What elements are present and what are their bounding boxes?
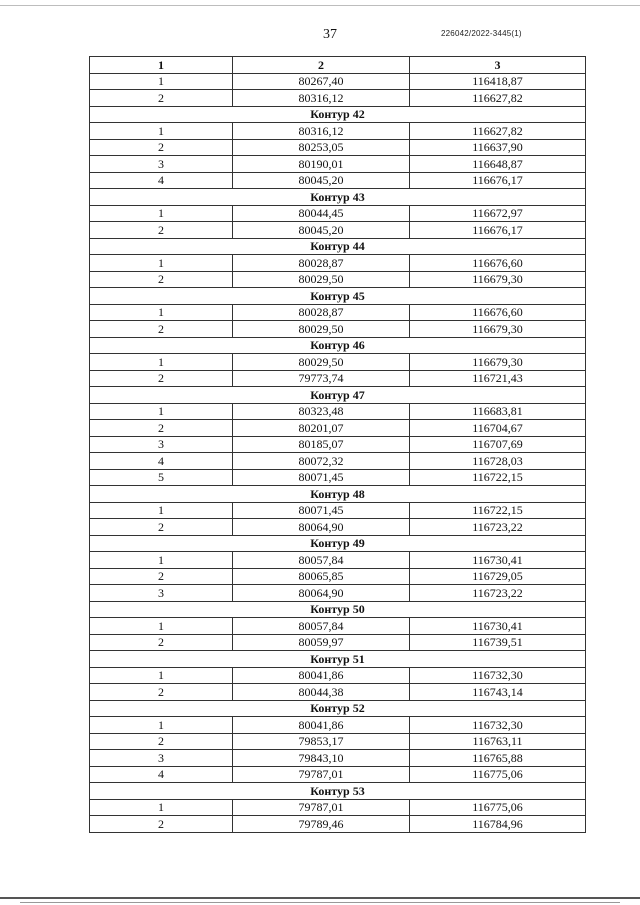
y-coordinate-cell: 116707,69 (410, 436, 586, 453)
point-number-cell: 2 (90, 90, 233, 107)
contour-title: Контур 46 (90, 337, 586, 354)
contour-title: Контур 53 (90, 783, 586, 800)
y-coordinate-cell: 116627,82 (410, 123, 586, 140)
y-coordinate-cell: 116765,88 (410, 750, 586, 767)
point-number-cell: 2 (90, 634, 233, 651)
table-row (90, 255, 586, 272)
point-number-cell: 2 (90, 733, 233, 750)
table-row (90, 585, 586, 602)
table-row (90, 717, 586, 734)
contour-header-row (90, 238, 586, 255)
y-coordinate-cell: 116679,30 (410, 354, 586, 371)
y-coordinate-cell: 116721,43 (410, 370, 586, 387)
point-number-cell: 1 (90, 354, 233, 371)
x-coordinate-cell: 80071,45 (233, 469, 410, 486)
point-number-cell: 2 (90, 139, 233, 156)
table-row (90, 766, 586, 783)
point-number-cell: 2 (90, 519, 233, 536)
contour-header-row (90, 651, 586, 668)
y-coordinate-cell: 116704,67 (410, 420, 586, 437)
point-number-cell: 2 (90, 321, 233, 338)
contour-title: Контур 43 (90, 189, 586, 206)
contour-header-row (90, 535, 586, 552)
contour-header-row (90, 700, 586, 717)
x-coordinate-cell: 80267,40 (233, 73, 410, 90)
top-rule (0, 5, 640, 6)
contour-header-row (90, 486, 586, 503)
y-coordinate-cell: 116722,15 (410, 502, 586, 519)
x-coordinate-cell: 80072,32 (233, 453, 410, 470)
y-coordinate-cell: 116730,41 (410, 552, 586, 569)
point-number-cell: 3 (90, 750, 233, 767)
table-row (90, 618, 586, 635)
y-coordinate-cell: 116679,30 (410, 321, 586, 338)
table-row (90, 304, 586, 321)
table-row (90, 90, 586, 107)
point-number-cell: 4 (90, 172, 233, 189)
y-coordinate-cell: 116732,30 (410, 717, 586, 734)
y-coordinate-cell: 116683,81 (410, 403, 586, 420)
x-coordinate-cell: 80045,20 (233, 172, 410, 189)
x-coordinate-cell: 80201,07 (233, 420, 410, 437)
bottom-rule-secondary (20, 902, 620, 903)
table-row (90, 321, 586, 338)
contour-title: Контур 48 (90, 486, 586, 503)
point-number-cell: 1 (90, 618, 233, 635)
table-row (90, 354, 586, 371)
page-number: 37 (323, 27, 337, 42)
y-coordinate-cell: 116672,97 (410, 205, 586, 222)
x-coordinate-cell: 80071,45 (233, 502, 410, 519)
table-row (90, 73, 586, 90)
point-number-cell: 2 (90, 222, 233, 239)
point-number-cell: 2 (90, 684, 233, 701)
point-number-cell: 1 (90, 667, 233, 684)
contour-header-row (90, 288, 586, 305)
y-coordinate-cell: 116676,17 (410, 222, 586, 239)
point-number-cell: 2 (90, 568, 233, 585)
y-coordinate-cell: 116418,87 (410, 73, 586, 90)
x-coordinate-cell: 79789,46 (233, 816, 410, 833)
x-coordinate-cell: 80323,48 (233, 403, 410, 420)
y-coordinate-cell: 116679,30 (410, 271, 586, 288)
table-row (90, 568, 586, 585)
y-coordinate-cell: 116763,11 (410, 733, 586, 750)
contour-title: Контур 49 (90, 535, 586, 552)
coordinates-table (89, 56, 586, 833)
contour-header-row (90, 601, 586, 618)
bottom-rule (0, 897, 640, 899)
y-coordinate-cell: 116723,22 (410, 519, 586, 536)
point-number-cell: 1 (90, 205, 233, 222)
point-number-cell: 3 (90, 156, 233, 173)
table-row (90, 453, 586, 470)
point-number-cell: 1 (90, 123, 233, 140)
table-row (90, 634, 586, 651)
x-coordinate-cell: 80028,87 (233, 304, 410, 321)
table-row (90, 139, 586, 156)
x-coordinate-cell: 80057,84 (233, 552, 410, 569)
point-number-cell: 4 (90, 766, 233, 783)
x-coordinate-cell: 80185,07 (233, 436, 410, 453)
x-coordinate-cell: 79853,17 (233, 733, 410, 750)
point-number-cell: 2 (90, 420, 233, 437)
y-coordinate-cell: 116648,87 (410, 156, 586, 173)
table-row (90, 667, 586, 684)
x-coordinate-cell: 80029,50 (233, 321, 410, 338)
x-coordinate-cell: 80044,45 (233, 205, 410, 222)
table-row (90, 205, 586, 222)
y-coordinate-cell: 116730,41 (410, 618, 586, 635)
column-header: 2 (233, 57, 410, 74)
table-row (90, 552, 586, 569)
point-number-cell: 5 (90, 469, 233, 486)
x-coordinate-cell: 80029,50 (233, 271, 410, 288)
table-row (90, 684, 586, 701)
table-row (90, 816, 586, 833)
x-coordinate-cell: 79843,10 (233, 750, 410, 767)
table-row (90, 502, 586, 519)
contour-header-row (90, 337, 586, 354)
x-coordinate-cell: 79787,01 (233, 799, 410, 816)
y-coordinate-cell: 116743,14 (410, 684, 586, 701)
point-number-cell: 1 (90, 717, 233, 734)
contour-title: Контур 47 (90, 387, 586, 404)
table-row (90, 370, 586, 387)
contour-title: Контур 51 (90, 651, 586, 668)
x-coordinate-cell: 80064,90 (233, 519, 410, 536)
table-row (90, 750, 586, 767)
contour-title: Контур 45 (90, 288, 586, 305)
y-coordinate-cell: 116723,22 (410, 585, 586, 602)
table-row (90, 733, 586, 750)
contour-title: Контур 52 (90, 700, 586, 717)
y-coordinate-cell: 116784,96 (410, 816, 586, 833)
x-coordinate-cell: 80041,86 (233, 717, 410, 734)
table-row (90, 156, 586, 173)
point-number-cell: 3 (90, 436, 233, 453)
y-coordinate-cell: 116728,03 (410, 453, 586, 470)
y-coordinate-cell: 116722,15 (410, 469, 586, 486)
point-number-cell: 2 (90, 816, 233, 833)
x-coordinate-cell: 80316,12 (233, 123, 410, 140)
point-number-cell: 1 (90, 73, 233, 90)
point-number-cell: 1 (90, 502, 233, 519)
table-header-row (90, 57, 586, 74)
document-code: 226042/2022-3445(1) (441, 29, 522, 38)
y-coordinate-cell: 116732,30 (410, 667, 586, 684)
table-row (90, 436, 586, 453)
table-row (90, 222, 586, 239)
contour-header-row (90, 387, 586, 404)
point-number-cell: 2 (90, 370, 233, 387)
x-coordinate-cell: 80253,05 (233, 139, 410, 156)
x-coordinate-cell: 80045,20 (233, 222, 410, 239)
x-coordinate-cell: 80044,38 (233, 684, 410, 701)
x-coordinate-cell: 80029,50 (233, 354, 410, 371)
x-coordinate-cell: 80059,97 (233, 634, 410, 651)
point-number-cell: 1 (90, 552, 233, 569)
point-number-cell: 1 (90, 403, 233, 420)
table-row (90, 469, 586, 486)
point-number-cell: 3 (90, 585, 233, 602)
x-coordinate-cell: 80190,01 (233, 156, 410, 173)
point-number-cell: 1 (90, 304, 233, 321)
x-coordinate-cell: 80057,84 (233, 618, 410, 635)
x-coordinate-cell: 80316,12 (233, 90, 410, 107)
y-coordinate-cell: 116627,82 (410, 90, 586, 107)
y-coordinate-cell: 116637,90 (410, 139, 586, 156)
y-coordinate-cell: 116676,60 (410, 304, 586, 321)
point-number-cell: 4 (90, 453, 233, 470)
x-coordinate-cell: 80064,90 (233, 585, 410, 602)
x-coordinate-cell: 79787,01 (233, 766, 410, 783)
y-coordinate-cell: 116676,60 (410, 255, 586, 272)
table-row (90, 172, 586, 189)
contour-header-row (90, 106, 586, 123)
contour-title: Контур 42 (90, 106, 586, 123)
contour-header-row (90, 783, 586, 800)
table-row (90, 799, 586, 816)
x-coordinate-cell: 80041,86 (233, 667, 410, 684)
y-coordinate-cell: 116739,51 (410, 634, 586, 651)
x-coordinate-cell: 80028,87 (233, 255, 410, 272)
y-coordinate-cell: 116775,06 (410, 766, 586, 783)
point-number-cell: 1 (90, 255, 233, 272)
table-row (90, 403, 586, 420)
x-coordinate-cell: 79773,74 (233, 370, 410, 387)
table-row (90, 123, 586, 140)
x-coordinate-cell: 80065,85 (233, 568, 410, 585)
table-row (90, 271, 586, 288)
contour-title: Контур 50 (90, 601, 586, 618)
column-header: 1 (90, 57, 233, 74)
point-number-cell: 2 (90, 271, 233, 288)
point-number-cell: 1 (90, 799, 233, 816)
y-coordinate-cell: 116775,06 (410, 799, 586, 816)
table-row (90, 420, 586, 437)
y-coordinate-cell: 116676,17 (410, 172, 586, 189)
y-coordinate-cell: 116729,05 (410, 568, 586, 585)
column-header: 3 (410, 57, 586, 74)
contour-header-row (90, 189, 586, 206)
table-row (90, 519, 586, 536)
contour-title: Контур 44 (90, 238, 586, 255)
